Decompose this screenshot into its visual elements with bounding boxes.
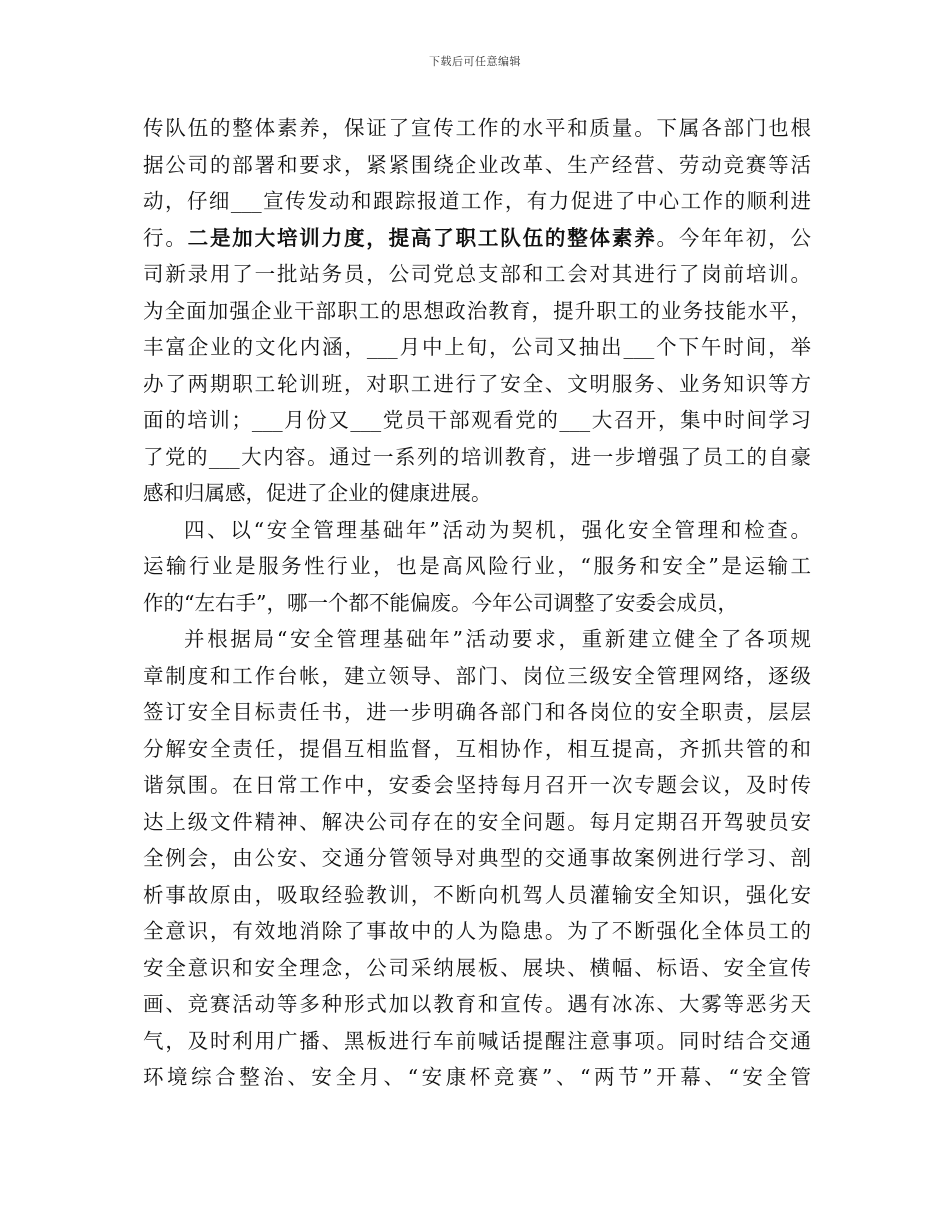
- text-segment: 安全意识和安全理念，公司采纳展板、展块、横幅、标语、安全宣传: [143, 955, 811, 980]
- text-segment: 传队伍的整体素养，保证了宣传工作的水平和质量。下属各部门也根: [143, 116, 811, 140]
- text-segment: 面的培训；___月份又___党员干部观看党的___大召开，集中时间学习: [143, 408, 811, 432]
- text-line: [143, 183, 811, 220]
- text-segment: 司新录用了一批站务员，公司党总支部和工会对其进行了岗前培训。: [143, 262, 811, 286]
- text-line: [143, 877, 811, 914]
- text-segment: 分解安全责任，提倡互相监督，互相协作，相互提高，齐抓共管的和: [143, 736, 811, 761]
- text-line: [143, 220, 811, 257]
- text-line: [143, 110, 811, 147]
- text-segment: 动，仔细___宣传发动和跟踪报道工作，有力促进了中心工作的顺利进: [143, 189, 811, 213]
- page-header-note: 下载后可任意编辑: [429, 55, 521, 68]
- text-segment: 据公司的部署和要求，紧紧围绕企业改革、生产经营、劳动竞赛等活: [143, 152, 811, 177]
- text-line: [143, 548, 811, 585]
- document-body: [143, 110, 811, 1096]
- text-segment: 达上级文件精神、解决公司存在的安全问题。每月定期召开驾驶员安: [143, 809, 811, 834]
- text-segment: 签订安全目标责任书，进一步明确各部门和各岗位的安全职责，层层: [143, 700, 811, 724]
- text-line: [143, 767, 811, 804]
- text-segment: 了党的___大内容。通过一系列的培训教育，进一步增强了员工的自豪: [143, 444, 811, 469]
- text-segment: 运输行业是服务性行业，也是高风险行业，“服务和安全”是运输工: [143, 554, 811, 578]
- text-segment: 全意识，有效地消除了事故中的人为隐患。为了不断强化全体员工的: [143, 919, 811, 943]
- text-segment: 作的“左右手”，哪一个都不能偏废。今年公司调整了安委会成员，: [143, 590, 738, 615]
- text-line: [143, 147, 811, 184]
- text-segment: 感和归属感，促进了企业的健康进展。: [143, 481, 492, 505]
- text-segment: 。今年年初，公: [656, 225, 812, 250]
- bold-text-segment: 二是加大培训力度，提高了职工队伍的整体素养: [187, 225, 657, 250]
- text-segment: 四、以“安全管理基础年”活动为契机，强化安全管理和检查。: [184, 517, 811, 542]
- text-segment: 办了两期职工轮训班，对职工进行了安全、文明服务、业务知识等方: [143, 371, 811, 396]
- text-segment: 谐氛围。在日常工作中，安委会坚持每月召开一次专题会议，及时传: [143, 773, 811, 797]
- text-line: [143, 950, 811, 987]
- text-line: [143, 658, 811, 695]
- text-line: [143, 804, 811, 841]
- text-line: [143, 293, 811, 330]
- text-segment: 析事故原由，吸取经验教训，不断向机驾人员灌输安全知识，强化安: [143, 882, 811, 907]
- text-segment: 气，及时利用广播、黑板进行车前喊话提醒注意事项。同时结合交通: [143, 1028, 811, 1053]
- text-line: [143, 731, 811, 768]
- text-segment: 丰富企业的文化内涵，___月中上旬，公司又抽出___个下午时间，举: [143, 335, 811, 359]
- text-line: [143, 475, 811, 512]
- text-segment: 行。: [143, 225, 188, 250]
- text-line: [143, 585, 811, 622]
- text-line: [143, 439, 811, 476]
- text-line: [143, 402, 811, 439]
- text-line: [143, 694, 811, 731]
- text-line: [143, 1023, 811, 1060]
- text-segment: 并根据局“安全管理基础年”活动要求，重新建立健全了各项规: [184, 627, 811, 651]
- text-segment: 章制度和工作台帐，建立领导、部门、岗位三级安全管理网络，逐级: [143, 663, 811, 688]
- text-line: [143, 256, 811, 293]
- text-line: [143, 329, 811, 366]
- text-segment: 全例会，由公安、交通分管领导对典型的交通事故案例进行学习、剖: [143, 846, 811, 870]
- text-segment: 画、竞赛活动等多种形式加以教育和宣传。遇有冰冻、大雾等恶劣天: [143, 992, 811, 1016]
- text-segment: 为全面加强企业干部职工的思想政治教育，提升职工的业务技能水平，: [143, 298, 811, 323]
- text-segment: 环境综合整治、安全月、“安康杯竞赛”、“两节”开幕、“安全管: [143, 1065, 811, 1089]
- text-line: [143, 621, 811, 658]
- text-line: [143, 913, 811, 950]
- text-line: [143, 1059, 811, 1096]
- text-line: [143, 840, 811, 877]
- text-line: [143, 512, 811, 549]
- text-line: [143, 366, 811, 403]
- text-line: [143, 986, 811, 1023]
